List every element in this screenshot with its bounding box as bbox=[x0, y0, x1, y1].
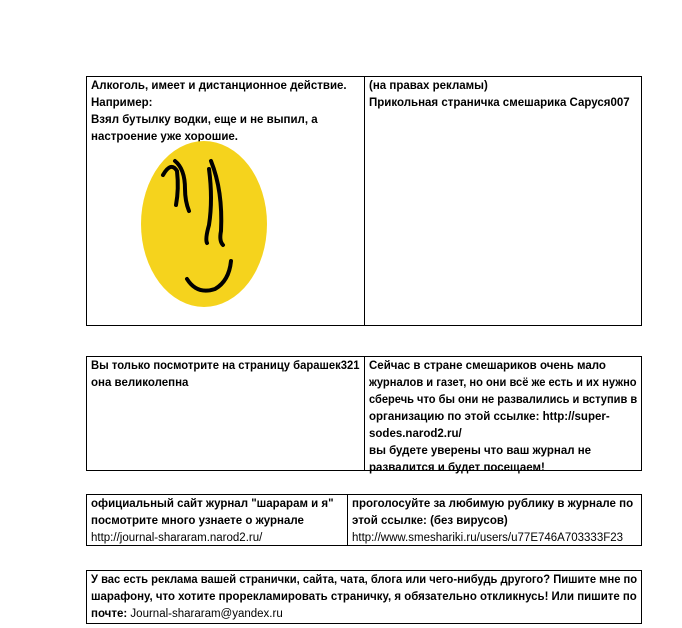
text-line: У вас есть реклама вашей странички, сайта, чата, блога или чего-нибудь другого? Пишите мне по bbox=[91, 574, 638, 586]
text-line: Вы только посмотрите на страницу барашек321 bbox=[91, 360, 360, 372]
text-line: сберечь что бы они не развалились и вступив в bbox=[369, 394, 638, 406]
smiley-face-fill bbox=[141, 141, 267, 307]
text-line: Прикольная страничка смешарика Саруся007 bbox=[369, 97, 630, 109]
text-line: sodes.narod2.ru/ bbox=[369, 428, 462, 440]
text-line: Алкоголь, имеет и дистанционное действие. bbox=[91, 80, 347, 92]
text-line: проголосуйте за любимую рублику в журнале по bbox=[352, 498, 634, 510]
ad-table-4 bbox=[86, 570, 642, 624]
ad-cell-organization bbox=[365, 357, 641, 474]
ad-table-2 bbox=[86, 356, 642, 474]
ad-cell-vote bbox=[348, 495, 641, 545]
text-line: шарафону, что хотите прорекламировать страничку, я обязательно откликнусь! Или пишите по bbox=[91, 591, 637, 603]
text-line: посмотрите много узнаете о журнале bbox=[91, 515, 304, 527]
text-line: (на правах рекламы) bbox=[369, 80, 488, 92]
text-line: она великолепна bbox=[91, 377, 189, 389]
text-line: развалится и будет посещаем! bbox=[369, 462, 545, 474]
journal-site-link[interactable]: http://journal-shararam.narod2.ru/ bbox=[91, 532, 263, 544]
ad-table-3 bbox=[86, 494, 642, 546]
smiley-face-drawing-icon bbox=[139, 139, 269, 309]
email-prefix: почте: bbox=[91, 608, 131, 620]
email-link[interactable]: Journal-shararam@yandex.ru bbox=[130, 608, 283, 620]
ad-cell-official-site bbox=[87, 495, 347, 545]
ad-table-1 bbox=[86, 76, 642, 326]
ad-cell-contact bbox=[87, 571, 641, 623]
vote-link[interactable]: http://www.smeshariki.ru/users/u77E746A703333F23 bbox=[352, 532, 624, 544]
text-line: журналов и газет, но они всё же есть и их нужно bbox=[369, 377, 637, 389]
ad-cell-alcohol bbox=[87, 77, 364, 325]
text-line: настроение уже хорошие. bbox=[91, 131, 238, 143]
text-line: организацию по этой ссылке: http://super- bbox=[369, 411, 610, 423]
ad-cell-sarusya bbox=[365, 77, 641, 325]
contact-line bbox=[91, 606, 637, 623]
ad-cell-barashek bbox=[87, 357, 364, 470]
text-line: Сейчас в стране смешариков очень мало bbox=[369, 360, 606, 372]
text-line: Например: bbox=[91, 97, 153, 109]
text-line: вы будете уверены что ваш журнал не bbox=[369, 445, 592, 457]
text-line: официальный сайт журнал "шарарам и я" bbox=[91, 498, 334, 510]
text-line: этой ссылке: (без вирусов) bbox=[352, 515, 508, 527]
text-line: Взял бутылку водки, еще и не выпил, а bbox=[91, 114, 318, 126]
